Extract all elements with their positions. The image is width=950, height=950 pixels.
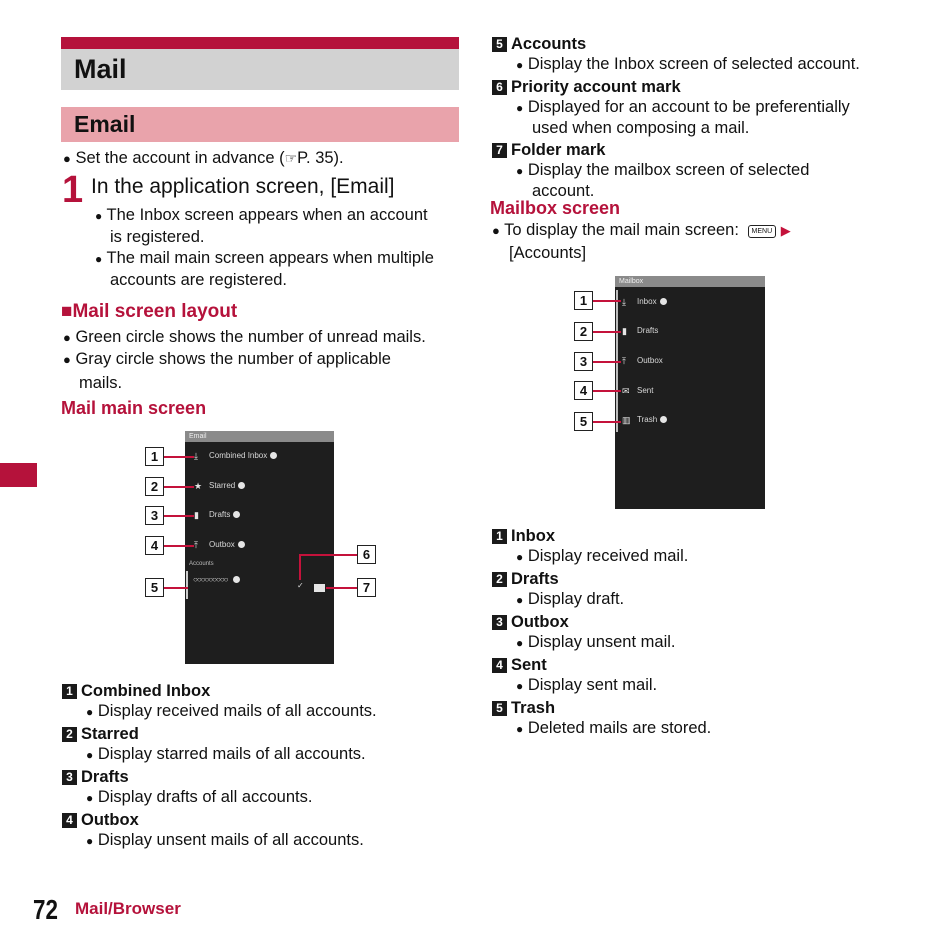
page-title: Mail: [74, 54, 127, 84]
step-bullet-1: ● The Inbox screen appears when an account: [95, 206, 428, 224]
item-outbox: 4 Outbox ● Display unsent mails of all accounts.: [62, 809, 364, 852]
title-top-rule: [61, 37, 459, 49]
row-starred[interactable]: ★ Starred: [194, 481, 245, 490]
mailbox-screenshot: [615, 276, 765, 509]
account-row[interactable]: ○○○○○○○○○: [193, 575, 240, 584]
row-drafts[interactable]: ▮ Drafts: [622, 326, 659, 336]
count-badge: [233, 576, 240, 583]
count-badge: [233, 511, 240, 518]
layout-bullet-2-cont: mails.: [79, 374, 123, 392]
priority-check-icon: ✓: [297, 581, 304, 590]
account-row-marker: [186, 571, 188, 599]
square-icon: ■: [61, 301, 73, 322]
layout-bullet-1: ● Green circle shows the number of unread mails.: [63, 328, 426, 346]
count-badge: [660, 416, 667, 423]
callout-line: [593, 331, 621, 333]
mailbox-heading: Mailbox screen: [490, 198, 621, 218]
item-accounts: 5 Accounts ● Display the Inbox screen of selected account.: [492, 33, 860, 76]
menu-key-icon: MENU: [748, 225, 777, 238]
callout-7: 7: [357, 578, 376, 597]
chapter-name: Mail/Browser: [75, 899, 181, 918]
arrow-right-icon: ▶: [780, 223, 791, 238]
layout-heading: ■Mail screen layout: [61, 301, 238, 322]
item-folder-mark: 7 Folder mark ● Display the mailbox screen of selected account.: [492, 139, 809, 202]
outbox-icon: ⤒: [194, 540, 198, 550]
callout-3: 3: [145, 506, 164, 525]
row-inbox[interactable]: ⤓ Inbox: [622, 297, 667, 306]
setup-note: ● Set the account in advance (☞P. 35).: [63, 149, 344, 167]
chapter-edge-tab: [0, 463, 37, 487]
step-bullet-1-cont: is registered.: [110, 228, 205, 246]
row-sent[interactable]: ✉ Sent: [622, 386, 654, 396]
inbox-icon: ⤓: [194, 451, 198, 461]
mailbox-item-sent: 4 Sent ● Display sent mail.: [492, 654, 657, 697]
callout-line: [300, 554, 357, 556]
callout-line: [164, 456, 194, 458]
layout-bullet-2: ● Gray circle shows the number of applicable: [63, 350, 391, 368]
item-starred: 2 Starred ● Display starred mails of all accounts.: [62, 723, 366, 766]
callout-line: [164, 587, 188, 589]
row-outbox[interactable]: ⤒ Outbox: [194, 540, 245, 549]
folder-icon[interactable]: [314, 584, 325, 592]
trash-icon: ▥: [622, 415, 631, 425]
count-badge: [660, 298, 667, 305]
item-combined-inbox: 1 Combined Inbox ● Display received mails of all accounts.: [62, 680, 377, 723]
item-priority-account-mark: 6 Priority account mark ● Displayed for an account to be preferentially used when composing a mail.: [492, 76, 850, 139]
drafts-icon: ▮: [194, 510, 199, 520]
item-drafts: 3 Drafts ● Display drafts of all accounts.: [62, 766, 312, 809]
mailbox-item-outbox: 3 Outbox ● Display unsent mail.: [492, 611, 676, 654]
drafts-icon: ▮: [622, 326, 627, 336]
mailbox-callout-2: 2: [574, 322, 593, 341]
count-badge: [238, 482, 245, 489]
callout-line: [299, 554, 301, 580]
mailbox-callout-1: 1: [574, 291, 593, 310]
star-icon: ★: [194, 481, 203, 491]
pointing-hand-icon: ☞: [284, 150, 298, 166]
callout-line: [164, 545, 194, 547]
mail-main-screenshot: [185, 431, 334, 664]
row-combined-inbox[interactable]: ⤓ Combined Inbox: [194, 451, 277, 460]
mailbox-item-inbox: 1 Inbox ● Display received mail.: [492, 525, 688, 568]
setup-note-page-ref: P. 35).: [297, 149, 344, 167]
callout-line: [593, 300, 621, 302]
screenshot-title-bar: Email: [185, 431, 334, 442]
row-drafts[interactable]: ▮ Drafts: [194, 510, 240, 519]
callout-line: [593, 361, 621, 363]
section-title: Email: [74, 111, 136, 137]
callout-1: 1: [145, 447, 164, 466]
envelope-icon: ✉: [622, 386, 630, 396]
row-outbox[interactable]: ⤒ Outbox: [622, 356, 663, 366]
callout-4: 4: [145, 536, 164, 555]
page-number: 72: [33, 894, 58, 925]
step-bullet-2: ● The mail main screen appears when multiple: [95, 249, 434, 267]
step-title: In the application screen, [Email]: [91, 175, 395, 198]
count-badge: [270, 452, 277, 459]
mailbox-item-trash: 5 Trash ● Deleted mails are stored.: [492, 697, 711, 740]
mailbox-bullet: ● To display the mail main screen: MENU ▶: [492, 221, 791, 239]
accounts-label: Accounts: [189, 561, 214, 567]
callout-line: [164, 486, 194, 488]
title-bar: [61, 49, 459, 90]
screenshot-title-bar: Mailbox: [615, 276, 765, 287]
callout-line: [164, 515, 194, 517]
mailbox-callout-5: 5: [574, 412, 593, 431]
mailbox-callout-4: 4: [574, 381, 593, 400]
step-bullet-2-cont: accounts are registered.: [110, 271, 288, 289]
row-trash[interactable]: ▥ Trash: [622, 415, 667, 424]
mailbox-item-drafts: 2 Drafts ● Display draft.: [492, 568, 624, 611]
count-badge: [238, 541, 245, 548]
callout-2: 2: [145, 477, 164, 496]
setup-note-text: Set the account in advance (: [75, 149, 285, 167]
callout-line: [593, 390, 621, 392]
step-number: 1: [62, 169, 84, 211]
callout-line: [326, 587, 357, 589]
inbox-icon: ⤓: [622, 297, 626, 307]
callout-6: 6: [357, 545, 376, 564]
mailbox-callout-3: 3: [574, 352, 593, 371]
outbox-icon: ⤒: [622, 356, 626, 366]
mailbox-bullet-cont: [Accounts]: [509, 244, 587, 262]
callout-line: [593, 421, 621, 423]
callout-5: 5: [145, 578, 164, 597]
section-bar: [61, 107, 459, 142]
main-screen-heading: Mail main screen: [61, 398, 207, 418]
